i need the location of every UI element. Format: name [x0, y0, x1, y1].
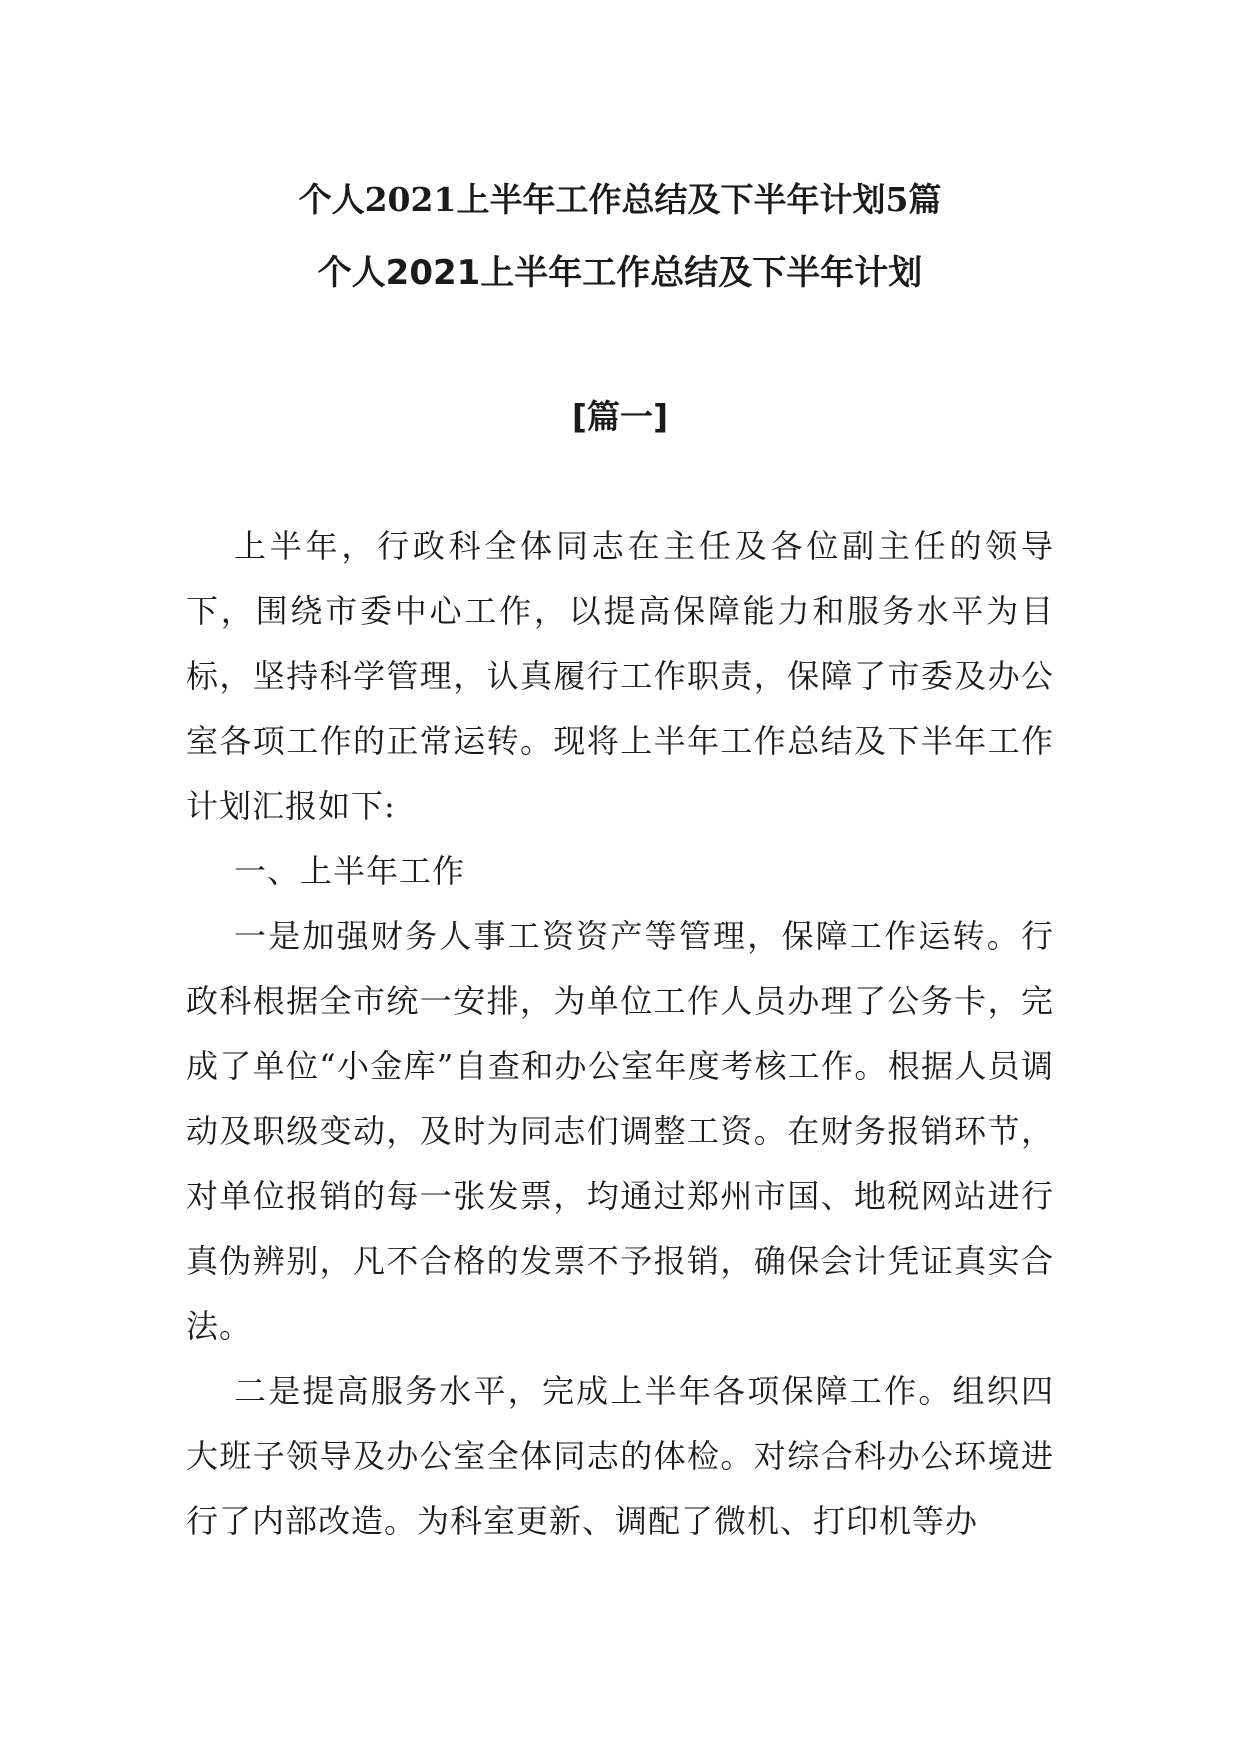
paragraph-finance: 一是加强财务人事工资资产等管理，保障工作运转。行政科根据全市统一安排，为单位工作人员办理了公务卡，完成了单位“小金库”自查和办公室年度考核工作。根据人员调动及职级变动，及时为同志们调整工资。在财务报销环节，对单位报销的每一张发票，均通过郑州市国、地税网站进行真伪辨别，凡不合格的发票不予报销，确保会计凭证真实合法。 [186, 917, 1054, 1345]
document-subtitle: 个人2021上半年工作总结及下半年计划 [317, 253, 923, 293]
document-title: 个人2021上半年工作总结及下半年计划5篇 [298, 180, 942, 219]
paragraph-heading-first-half: 一、上半年工作 [234, 852, 466, 890]
paragraph-intro: 上半年，行政科全体同志在主任及各位副主任的领导下，围绕市委中心工作，以提高保障能力和服务水平为目标，坚持科学管理，认真履行工作职责，保障了市委及办公室各项工作的正常运转。现将上半年工作总结及下半年工作计划汇报如下: [186, 527, 1054, 825]
document-body [186, 514, 1054, 1554]
section-heading: [篇一] [571, 397, 669, 436]
paragraph-service: 二是提高服务水平，完成上半年各项保障工作。组织四大班子领导及办公室全体同志的体检。对综合科办公环境进行了内部改造。为科室更新、调配了微机、打印机等办 [186, 1372, 1054, 1540]
